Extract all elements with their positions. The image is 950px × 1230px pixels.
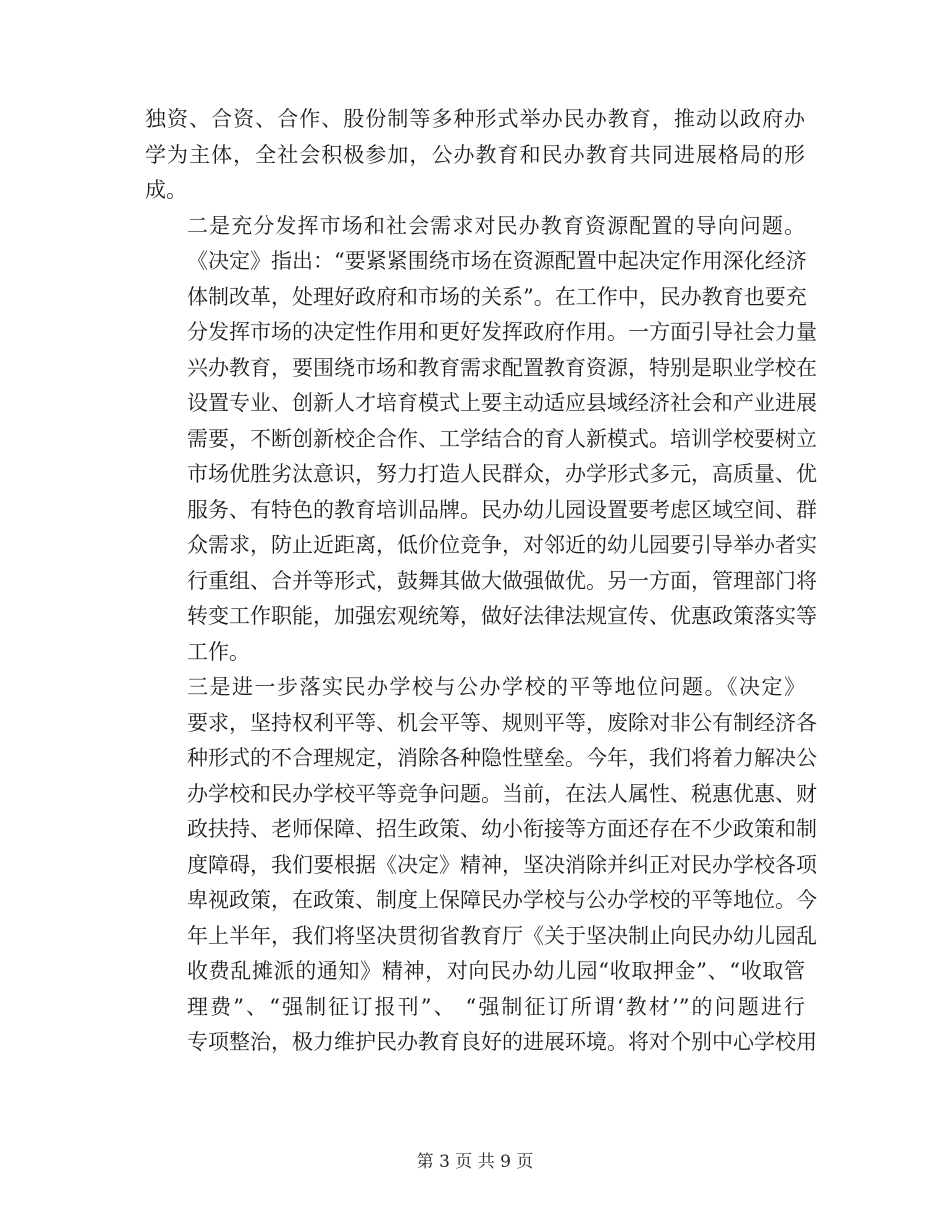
text-line: 专项整治，极力维护民办教育良好的进展环境。将对个别中心学校用 xyxy=(187,1030,817,1054)
text-line: 收费乱摊派的通知》精神，对向民办幼儿园“收取押金”、“收取管 xyxy=(187,959,805,983)
text-line: 种形式的不合理规定，消除各种隐性壁垒。今年，我们将着力解决公 xyxy=(187,746,817,770)
text-line: 独资、合资、合作、股份制等多种形式举办民办教育，推动以政府办 xyxy=(145,107,805,131)
text-line: 行重组、合并等形式，鼓舞其做大做强做优。另一方面，管理部门将 xyxy=(187,568,817,593)
paragraph xyxy=(145,670,817,1061)
text-line: 办学校和民办学校平等竞争问题。当前，在法人属性、税惠优惠、财 xyxy=(187,781,817,806)
text-line: 学为主体，全社会积极参加，公办教育和民办教育共同进展格局的形 xyxy=(145,142,805,167)
text-line: 《决定》指出：“要紧紧围绕市场在资源配置中起决定作用深化经济 xyxy=(187,249,807,273)
text-line: 三是进一步落实民办学校与公办学校的平等地位问题。《决定》 xyxy=(187,675,805,699)
text-line: 政扶持、老师保障、招生政策、幼小衔接等方面还存在不少政策和制 xyxy=(187,817,817,841)
text-line: 年上半年，我们将坚决贯彻省教育厅《关于坚决制止向民办幼儿园乱 xyxy=(187,923,817,948)
text-line: 转变工作职能，加强宏观统筹，做好法律法规宣传、优惠政策落实等 xyxy=(187,604,817,628)
text-line: 成。 xyxy=(145,178,187,202)
text-line: 需要，不断创新校企合作、工学结合的育人新模式。培训学校要树立 xyxy=(187,426,817,451)
text-line: 设置专业、创新人才培育模式上要主动适应县域经济社会和产业进展 xyxy=(187,391,817,415)
page-footer: 第 3 页 共 9 页 xyxy=(416,1152,534,1172)
text-line: 众需求，防止近距离，低价位竞争，对邻近的幼儿园要引导举办者实 xyxy=(187,533,817,557)
text-line: 度障碍，我们要根据《决定》精神，坚决消除并纠正对民办学校各项 xyxy=(187,852,817,877)
text-line: 分发挥市场的决定性作用和更好发挥政府作用。一方面引导社会力量 xyxy=(187,320,817,344)
paragraph xyxy=(145,209,817,671)
text-line: 服务、有特色的教育培训品牌。民办幼儿园设置要考虑区域空间、群 xyxy=(187,497,817,522)
text-line: 卑视政策，在政策、制度上保障民办学校与公办学校的平等地位。今 xyxy=(187,888,817,912)
text-line: 理费”、“强制征订报刊”、 “强制征订所谓‘教材’”的问题进行 xyxy=(187,994,805,1019)
body-text xyxy=(145,102,817,1061)
text-line: 二是充分发挥市场和社会需求对民办教育资源配置的导向问题。 xyxy=(187,213,805,238)
text-line: 要求，坚持权利平等、机会平等、规则平等，废除对非公有制经济各 xyxy=(187,710,817,735)
text-line: 兴办教育，要围绕市场和教育需求配置教育资源，特别是职业学校在 xyxy=(187,355,817,380)
text-line: 体制改革，处理好政府和市场的关系”。在工作中，民办教育也要充 xyxy=(187,284,807,309)
text-line: 市场优胜劣汰意识，努力打造人民群众，办学形式多元，高质量、优 xyxy=(187,462,817,486)
paragraph xyxy=(145,102,805,209)
text-line: 工作。 xyxy=(187,639,250,664)
